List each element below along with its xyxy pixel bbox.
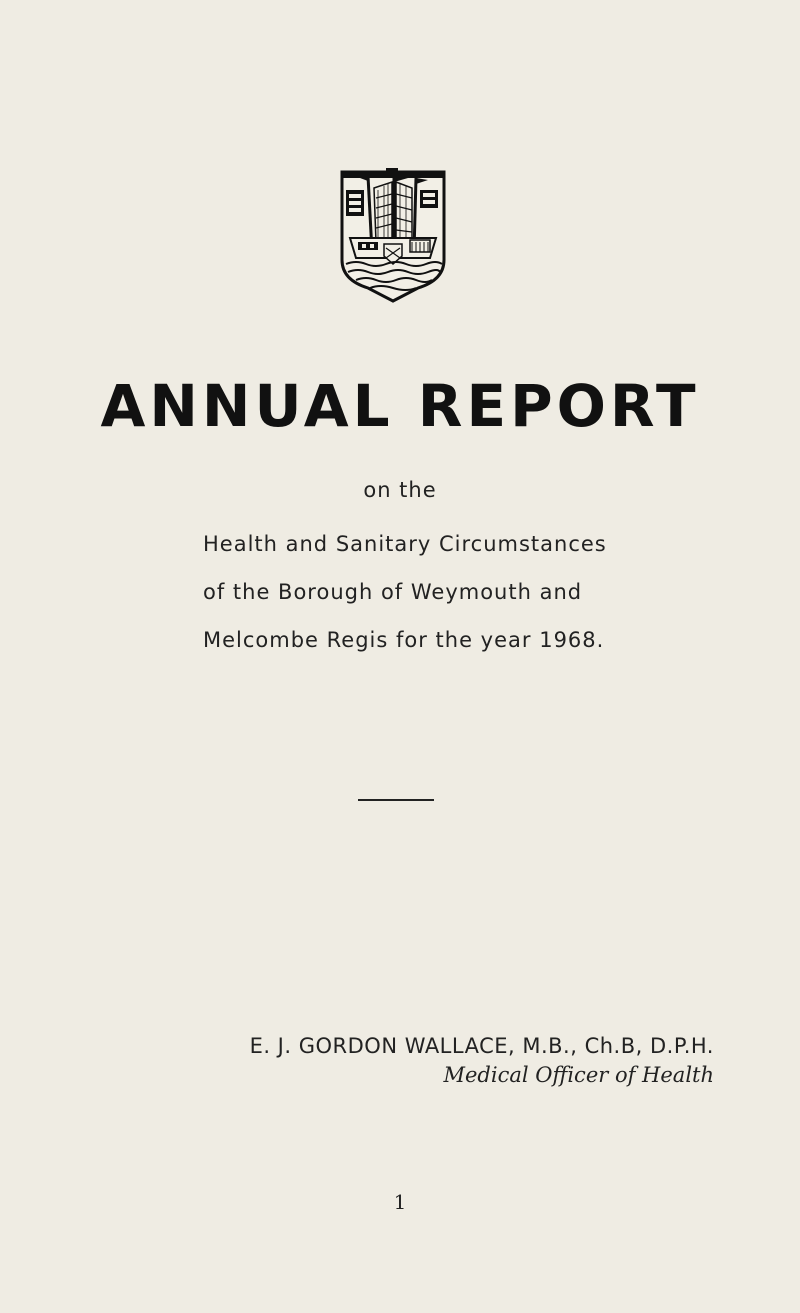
description-line-2: of the Borough of Weymouth and [203, 580, 583, 604]
page-number: 1 [393, 1190, 407, 1214]
report-title: ANNUAL REPORT [100, 372, 700, 440]
report-subtitle: on the [363, 478, 437, 502]
borough-crest-emblem [338, 168, 448, 303]
section-divider [358, 799, 434, 801]
author-role: Medical Officer of Health [443, 1063, 714, 1087]
description-line-3: Melcombe Regis for the year 1968. [203, 628, 605, 652]
author-name: E. J. GORDON WALLACE, M.B., Ch.B, D.P.H. [249, 1034, 714, 1058]
description-line-1: Health and Sanitary Circumstances [203, 532, 607, 556]
